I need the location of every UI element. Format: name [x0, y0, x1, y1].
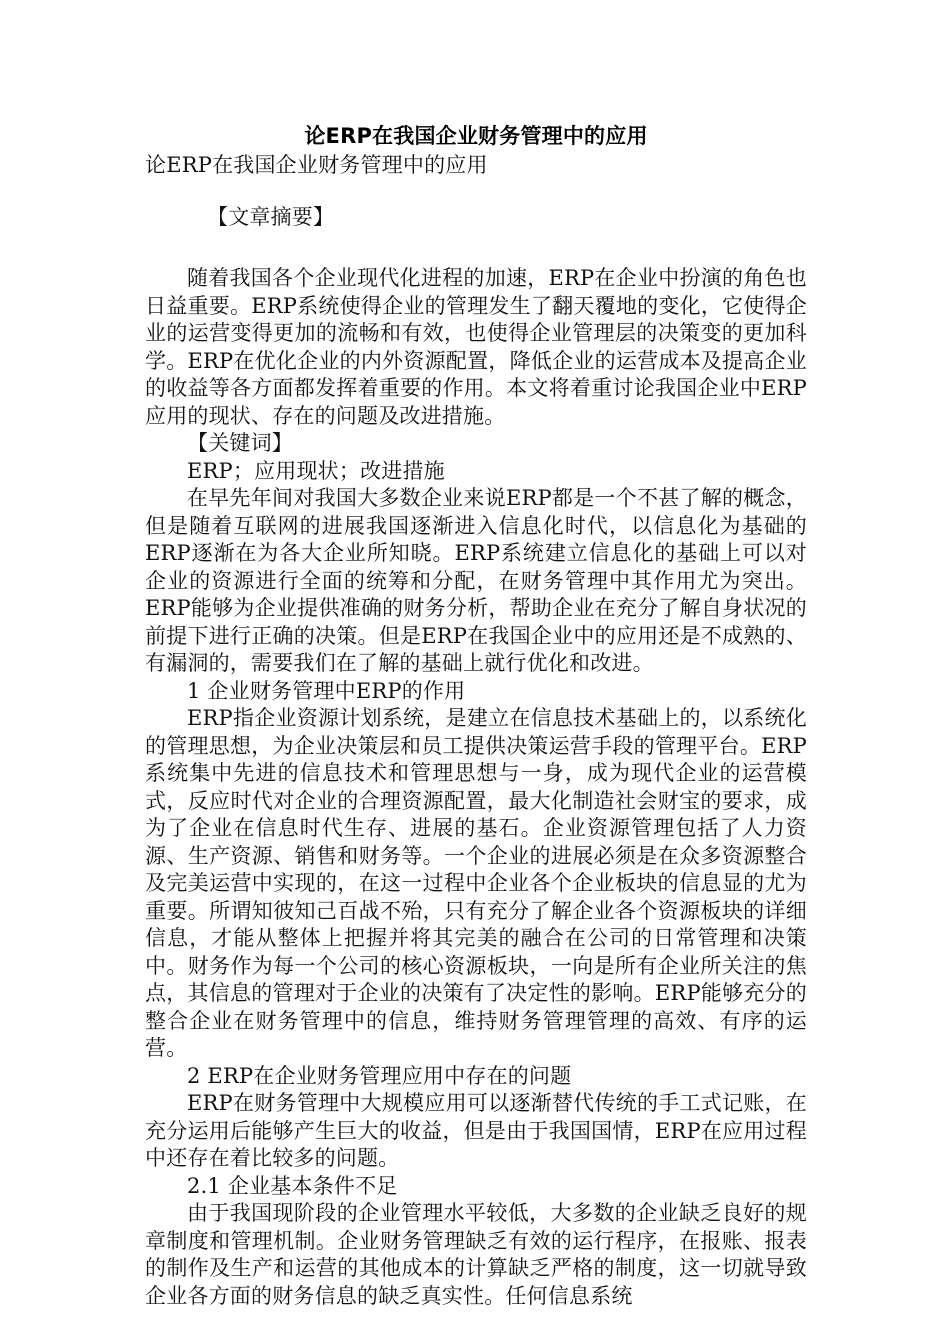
document-title: 论ERP在我国企业财务管理中的应用: [304, 124, 648, 148]
abstract-paragraph: 随着我国各个企业现代化进程的加速，ERP在企业中扮演的角色也日益重要。ERP系统使得企业的管理发生了翻天覆地的变化，它使得企业的运营变得更加的流畅和有效，也使得企业管理层的决策变的更加科学。ERP在优化企业的内外资源配置，降低企业的运营成本及提高企业的收益等各方面都发挥着重要的作用。本文将着重讨论我国企业中ERP应用的现状、存在的问题及改进措施。: [145, 266, 807, 428]
document-subtitle: 论ERP在我国企业财务管理中的应用: [145, 153, 488, 177]
section-2-1-paragraph: 由于我国现阶段的企业管理水平较低，大多数的企业缺乏良好的规章制度和管理机制。企业财务管理缺乏有效的运行程序，在报账、报表的制作及生产和运营的其他成本的计算缺乏严格的制度，这一切就导致企业各方面的财务信息的缺乏真实性。任何信息系统: [145, 1201, 807, 1308]
section-2-1-heading: 2.1 企业基本条件不足: [187, 1173, 398, 1198]
section-2-heading: 2 ERP在企业财务管理应用中存在的问题: [187, 1063, 572, 1088]
section-2-paragraph: ERP在财务管理中大规模应用可以逐渐替代传统的手工式记账，在充分运用后能够产生巨大的收益，但是由于我国国情，ERP在应用过程中还存在着比较多的问题。: [145, 1091, 807, 1170]
keywords-heading: 【关键词】: [187, 431, 293, 455]
section-1-heading: 1 企业财务管理中ERP的作用: [187, 678, 466, 703]
keywords-text: ERP；应用现状；改进措施: [187, 458, 445, 483]
document-body: [145, 122, 807, 1310]
abstract-heading: 【文章摘要】: [207, 204, 335, 229]
intro-paragraph: 在早先年间对我国大多数企业来说ERP都是一个不甚了解的概念，但是随着互联网的进展我国逐渐进入信息化时代，以信息化为基础的ERP逐渐在为各大企业所知晓。ERP系统建立信息化的基础上可以对企业的资源进行全面的统筹和分配，在财务管理中其作用尤为突出。ERP能够为企业提供准确的财务分析，帮助企业在充分了解自身状况的前提下进行正确的决策。但是ERP在我国企业中的应用还是不成熟的、有漏洞的，需要我们在了解的基础上就行优化和改进。: [145, 486, 807, 675]
section-1-paragraph: ERP指企业资源计划系统，是建立在信息技术基础上的，以系统化的管理思想，为企业决策层和员工提供决策运营手段的管理平台。ERP系统集中先进的信息技术和管理思想与一身，成为现代企业的运营模式，反应时代对企业的合理资源配置，最大化制造社会财宝的要求，成为了企业在信息时代生存、进展的基石。企业资源管理包括了人力资源、生产资源、销售和财务等。一个企业的进展必须是在众多资源整合及完美运营中实现的，在这一过程中企业各个企业板块的信息显的尤为重要。所谓知彼知己百战不殆，只有充分了解企业各个资源板块的详细信息，才能从整体上把握并将其完美的融合在公司的日常管理和决策中。财务作为每一个公司的核心资源板块，一向是所有企业所关注的焦点，其信息的管理对于企业的决策有了决定性的影响。ERP能够充分的整合企业在财务管理中的信息，维持财务管理管理的高效、有序的运营。: [145, 706, 807, 1060]
